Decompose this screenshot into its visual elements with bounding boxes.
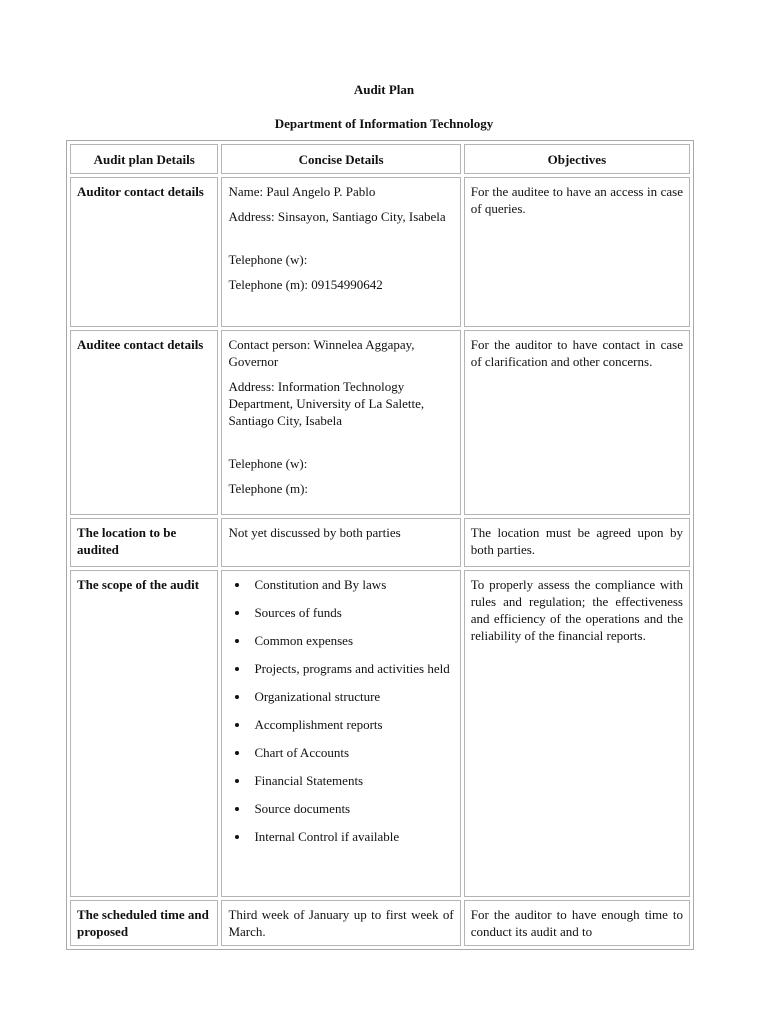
row-label-schedule: The scheduled time and proposed: [70, 900, 218, 946]
auditor-telephone-mobile: Telephone (m): 09154990642: [228, 277, 383, 292]
schedule-objective: For the auditor to have enough time to conduct its audit and to: [464, 900, 690, 946]
scope-details: [221, 570, 460, 897]
table-row-location: [70, 518, 690, 567]
table-row-auditor-contact: [70, 177, 690, 327]
scope-item: • Sources of funds: [250, 604, 453, 621]
document-subtitle: Department of Information Technology: [274, 116, 494, 131]
auditor-name: Name: Paul Angelo P. Pablo: [228, 184, 376, 199]
scope-item: • Organizational structure: [250, 688, 453, 705]
auditee-contact-person: Contact person: Winnelea Aggapay, Governor: [228, 337, 415, 369]
scope-item: • Source documents: [250, 800, 453, 817]
row-label-location: The location to be audited: [70, 518, 218, 567]
table-header-row: [70, 144, 690, 174]
auditor-contact-objective: For the auditee to have an access in case of queries.: [464, 177, 690, 327]
auditor-telephone-work: Telephone (w):: [228, 252, 308, 267]
location-objective: The location must be agreed upon by both parties.: [464, 518, 690, 567]
audit-plan-table: [66, 140, 694, 950]
scope-objective: To properly assess the compliance with rules and regulation; the effectiveness and efficiency of the operations and the reliability of the financial reports.: [464, 570, 690, 897]
table-row-scope: [70, 570, 690, 897]
auditee-contact-details: [221, 330, 460, 515]
scope-list: [228, 576, 453, 845]
auditee-address: Address: Information Technology Department, University of La Salette, Santiago City, Isabela: [228, 379, 425, 428]
row-label-scope: The scope of the audit: [70, 570, 218, 897]
auditor-address: Address: Sinsayon, Santiago City, Isabela: [228, 209, 446, 224]
row-label-auditee-contact: Auditee contact details: [70, 330, 218, 515]
scope-item: • Constitution and By laws: [250, 576, 453, 593]
table-row-schedule: [70, 900, 690, 946]
scope-item: • Common expenses: [250, 632, 453, 649]
header-audit-plan-details: Audit plan Details: [70, 144, 218, 174]
scope-item: • Accomplishment reports: [250, 716, 453, 733]
row-label-auditor-contact: Auditor contact details: [70, 177, 218, 327]
auditee-telephone-mobile: Telephone (m):: [228, 481, 309, 496]
header-concise-details: Concise Details: [221, 144, 460, 174]
scope-item: • Chart of Accounts: [250, 744, 453, 761]
scope-item: • Projects, programs and activities held: [250, 660, 453, 677]
location-details: Not yet discussed by both parties: [221, 518, 460, 567]
table-row-auditee-contact: [70, 330, 690, 515]
auditor-contact-details: [221, 177, 460, 327]
scope-item: • Internal Control if available: [250, 828, 453, 845]
auditee-telephone-work: Telephone (w):: [228, 456, 308, 471]
header-objectives: Objectives: [464, 144, 690, 174]
scope-item: • Financial Statements: [250, 772, 453, 789]
document-title: Audit Plan: [353, 82, 415, 97]
schedule-details: Third week of January up to first week of March.: [221, 900, 460, 946]
auditee-contact-objective: For the auditor to have contact in case of clarification and other concerns.: [464, 330, 690, 515]
